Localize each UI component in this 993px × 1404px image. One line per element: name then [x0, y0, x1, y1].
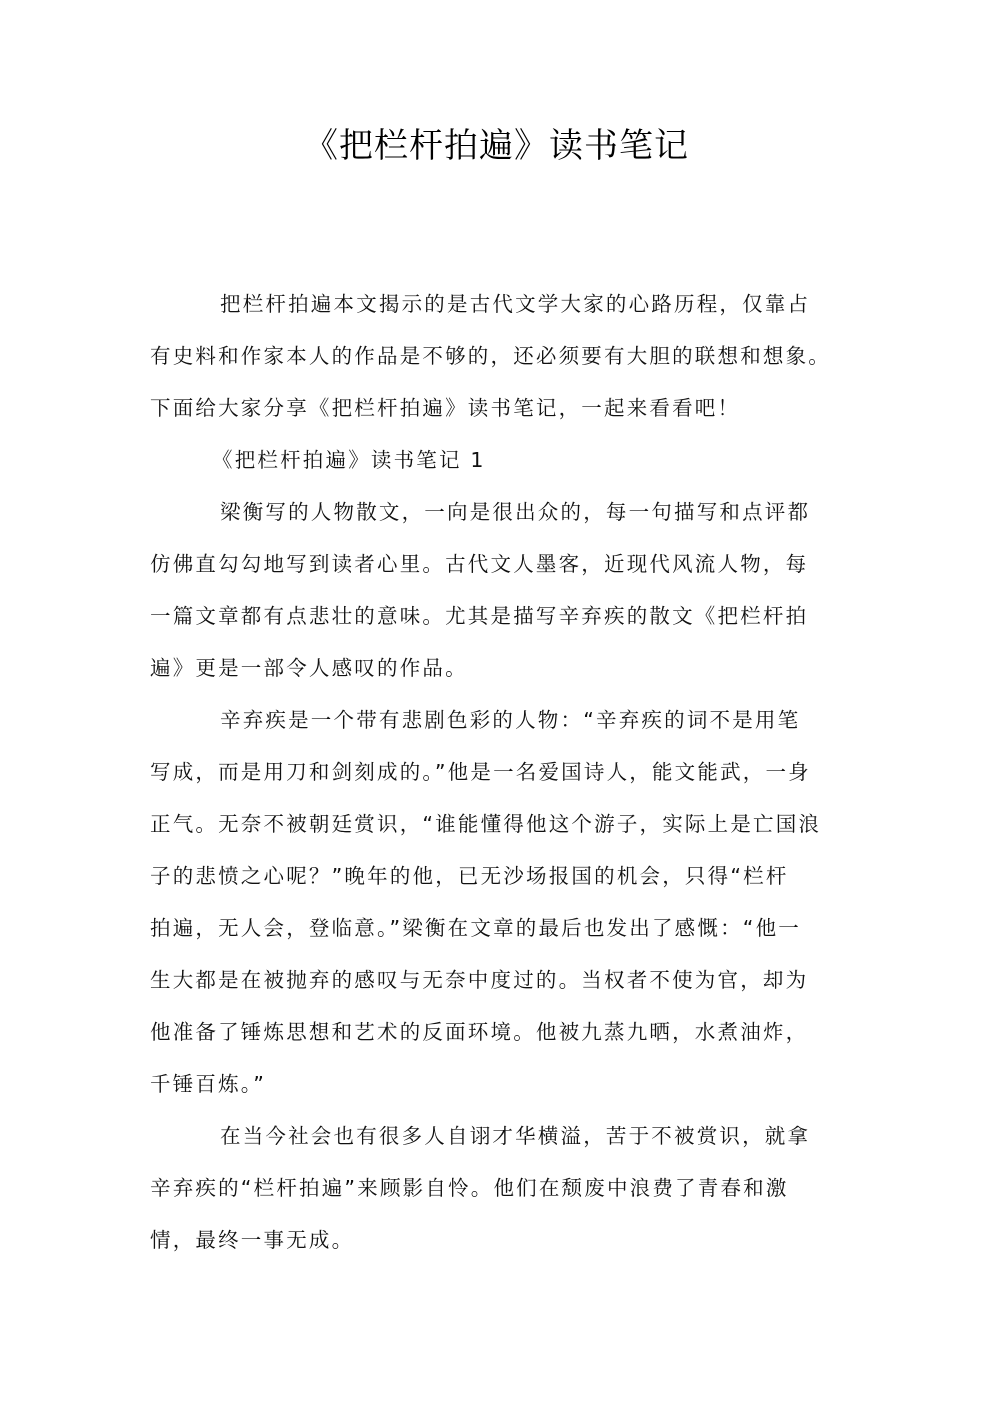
text-line: 拍遍，无人会，登临意。”梁衡在文章的最后也发出了感慨：“他一: [150, 916, 801, 940]
body-paragraph: [150, 495, 850, 703]
text-line: 在当今社会也有很多人自诩才华横溢，苦于不被赏识，就拿: [220, 1124, 811, 1148]
document-title: 《把栏杆拍遍》读书笔记: [304, 126, 689, 166]
text-line: 情，最终一事无成。: [150, 1228, 355, 1252]
text-line: 正气。无奈不被朝廷赏识，“谁能懂得他这个游子，实际上是亡国浪: [150, 812, 822, 836]
body-paragraph: [150, 703, 850, 1119]
text-line: 一篇文章都有点悲壮的意味。尤其是描写辛弃疾的散文《把栏杆拍: [150, 604, 809, 628]
subheading-line: 《把栏杆拍遍》读书笔记 1: [212, 448, 486, 472]
text-line: 他准备了锤炼思想和艺术的反面环境。他被九蒸九晒，水煮油炸，: [150, 1020, 809, 1044]
body-paragraph: [150, 1119, 850, 1275]
section-subheading: [150, 443, 850, 495]
intro-paragraph: [150, 287, 850, 443]
text-line: 写成，而是用刀和剑刻成的。”他是一名爱国诗人，能文能武，一身: [150, 760, 811, 784]
document-body: [150, 287, 850, 1275]
text-line: 子的悲愤之心呢？”晚年的他，已无沙场报国的机会，只得“栏杆: [150, 864, 789, 888]
text-line: 下面给大家分享《把栏杆拍遍》读书笔记，一起来看看吧！: [150, 396, 741, 420]
text-line: 把栏杆拍遍本文揭示的是古代文学大家的心路历程，仅靠占: [220, 292, 811, 316]
text-line: 仿佛直勾勾地写到读者心里。古代文人墨客，近现代风流人物，每: [150, 552, 809, 576]
text-line: 有史料和作家本人的作品是不够的，还必须要有大胆的联想和想象。: [150, 344, 831, 368]
text-line: 辛弃疾是一个带有悲剧色彩的人物：“辛弃疾的词不是用笔: [220, 708, 801, 732]
text-line: 千锤百炼。”: [150, 1072, 267, 1096]
text-line: 生大都是在被抛弃的感叹与无奈中度过的。当权者不使为官，却为: [150, 968, 809, 992]
text-line: 遍》更是一部令人感叹的作品。: [150, 656, 468, 680]
text-line: 辛弃疾的“栏杆拍遍”来顾影自怜。他们在颓废中浪费了青春和激: [150, 1176, 789, 1200]
text-line: 梁衡写的人物散文，一向是很出众的，每一句描写和点评都: [220, 500, 811, 524]
